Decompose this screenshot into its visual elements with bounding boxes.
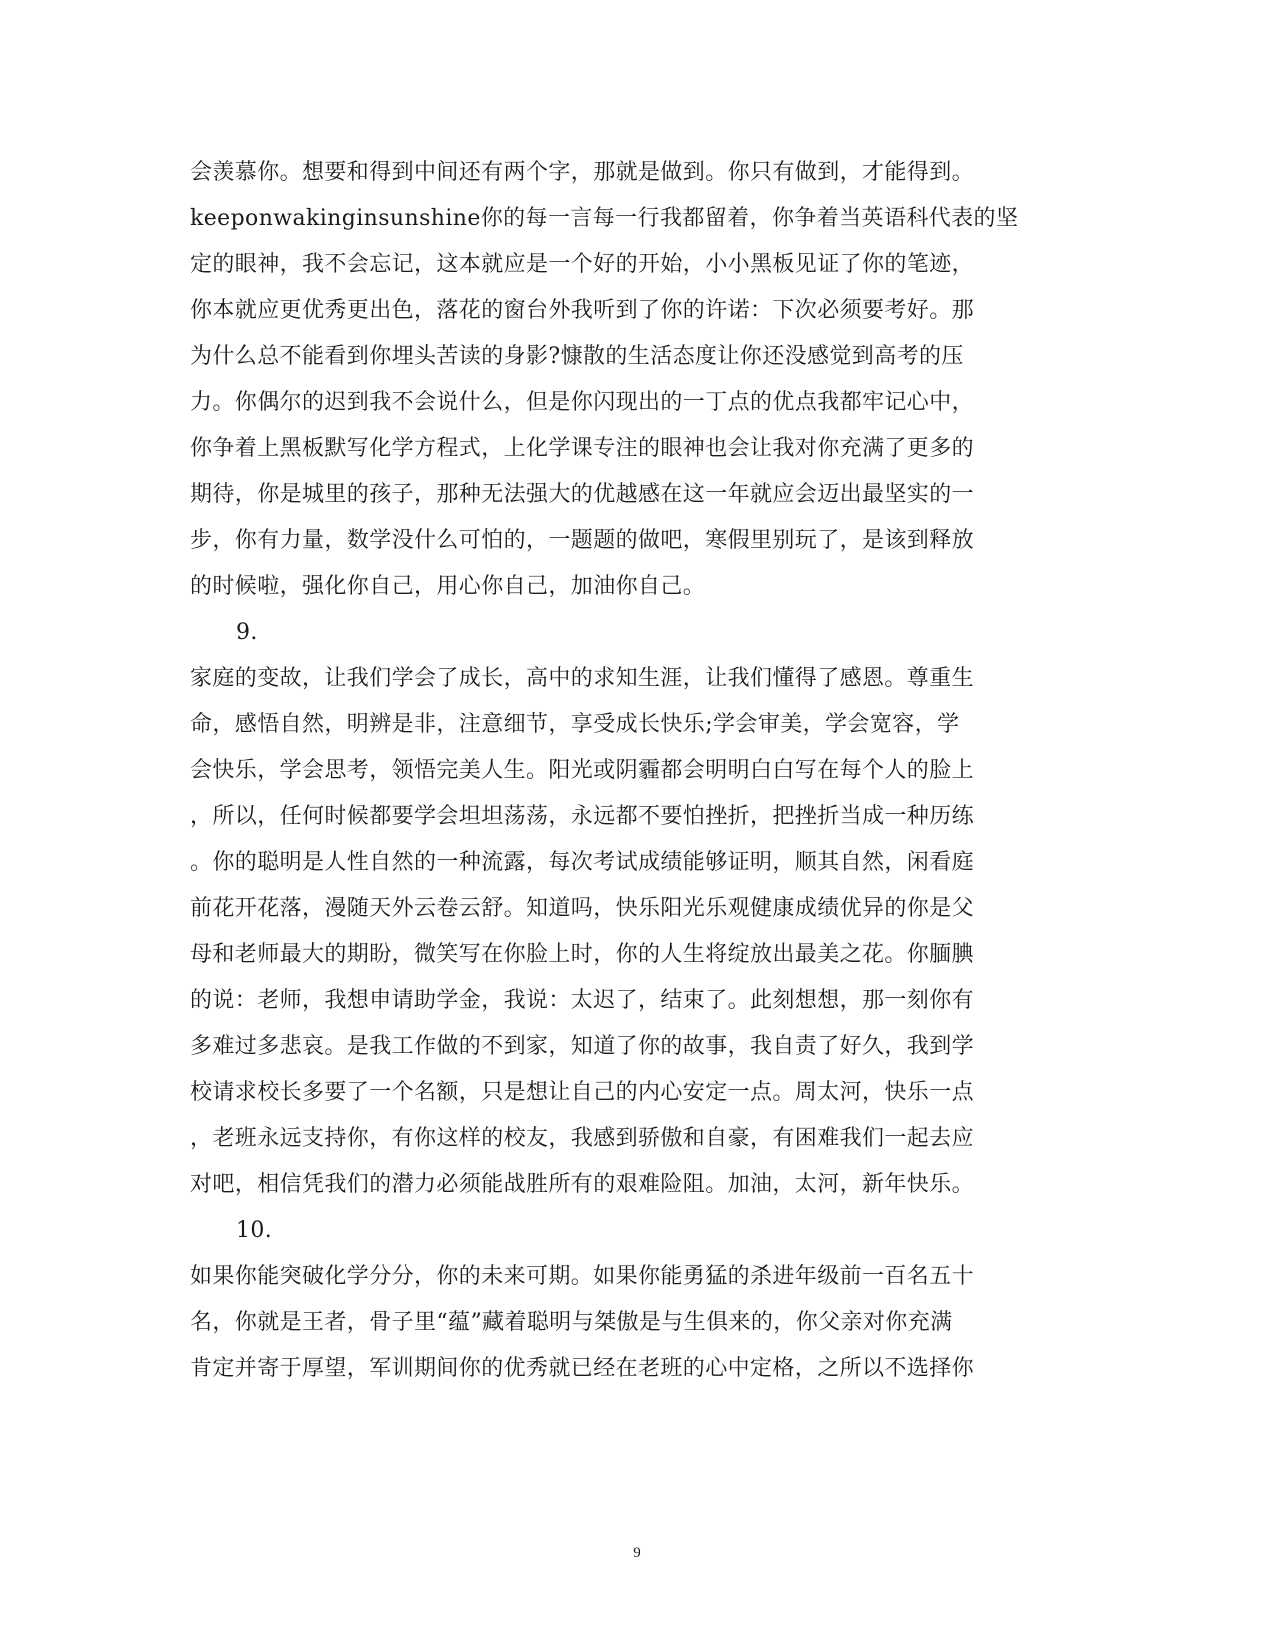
text-line: 的说：老师，我想申请助学金，我说：太迟了，结束了。此刻想想，那一刻你有 bbox=[190, 988, 975, 1013]
section-number: 9. bbox=[236, 620, 258, 645]
text-line: 。你的聪明是人性自然的一种流露，每次考试成绩能够证明，顺其自然，闲看庭 bbox=[190, 850, 975, 875]
body-text bbox=[190, 150, 1082, 1392]
text-line: ，所以，任何时候都要学会坦坦荡荡，永远都不要怕挫折，把挫折当成一种历练 bbox=[190, 804, 975, 829]
text-line: 前花开花落，漫随天外云卷云舒。知道吗，快乐阳光乐观健康成绩优异的你是父 bbox=[190, 896, 975, 921]
text-line: keeponwakinginsunshine你的每一言每一行我都留着，你争着当英语科代表的坚 bbox=[190, 206, 1019, 231]
section-number: 10. bbox=[236, 1218, 273, 1243]
text-line: 期待，你是城里的孩子，那种无法强大的优越感在这一年就应会迈出最坚实的一 bbox=[190, 482, 975, 507]
page-number: 9 bbox=[633, 1545, 641, 1561]
text-line: 力。你偶尔的迟到我不会说什么，但是你闪现出的一丁点的优点我都牢记心中， bbox=[190, 390, 975, 415]
text-line: 名，你就是王者，骨子里“蕴”藏着聪明与桀傲是与生俱来的，你父亲对你充满 bbox=[190, 1310, 953, 1335]
text-line: 定的眼神，我不会忘记，这本就应是一个好的开始，小小黑板见证了你的笔迹， bbox=[190, 252, 975, 277]
text-line: 肯定并寄于厚望，军训期间你的优秀就已经在老班的心中定格，之所以不选择你 bbox=[190, 1356, 975, 1381]
text-line: 的时候啦，强化你自己，用心你自己，加油你自己。 bbox=[190, 574, 706, 599]
text-line: 校请求校长多要了一个名额，只是想让自己的内心安定一点。周太河，快乐一点 bbox=[190, 1080, 975, 1105]
text-line: 对吧，相信凭我们的潜力必须能战胜所有的艰难险阻。加油，太河，新年快乐。 bbox=[190, 1172, 975, 1197]
text-line: 多难过多悲哀。是我工作做的不到家，知道了你的故事，我自责了好久，我到学 bbox=[190, 1034, 975, 1059]
text-line: 为什么总不能看到你埋头苦读的身影?慷散的生活态度让你还没感觉到高考的压 bbox=[190, 344, 964, 369]
text-line: 命，感悟自然，明辨是非，注意细节，享受成长快乐;学会审美，学会宽容，学 bbox=[190, 712, 960, 737]
text-line: 你本就应更优秀更出色，落花的窗台外我听到了你的许诺：下次必须要考好。那 bbox=[190, 298, 975, 323]
text-line: ，老班永远支持你，有你这样的校友，我感到骄傲和自豪，有困难我们一起去应 bbox=[190, 1126, 975, 1151]
text-line: 如果你能突破化学分分，你的未来可期。如果你能勇猛的杀进年级前一百名五十 bbox=[190, 1264, 975, 1289]
text-line: 家庭的变故，让我们学会了成长，高中的求知生涯，让我们懂得了感恩。尊重生 bbox=[190, 666, 975, 691]
text-line: 会羡慕你。想要和得到中间还有两个字，那就是做到。你只有做到，才能得到。 bbox=[190, 160, 975, 185]
text-line: 你争着上黑板默写化学方程式，上化学课专注的眼神也会让我对你充满了更多的 bbox=[190, 436, 975, 461]
text-line: 会快乐，学会思考，领悟完美人生。阳光或阴霾都会明明白白写在每个人的脸上 bbox=[190, 758, 975, 783]
text-line: 步，你有力量，数学没什么可怕的，一题题的做吧，寒假里别玩了，是该到释放 bbox=[190, 528, 975, 553]
text-line: 母和老师最大的期盼，微笑写在你脸上时，你的人生将绽放出最美之花。你腼腆 bbox=[190, 942, 975, 967]
